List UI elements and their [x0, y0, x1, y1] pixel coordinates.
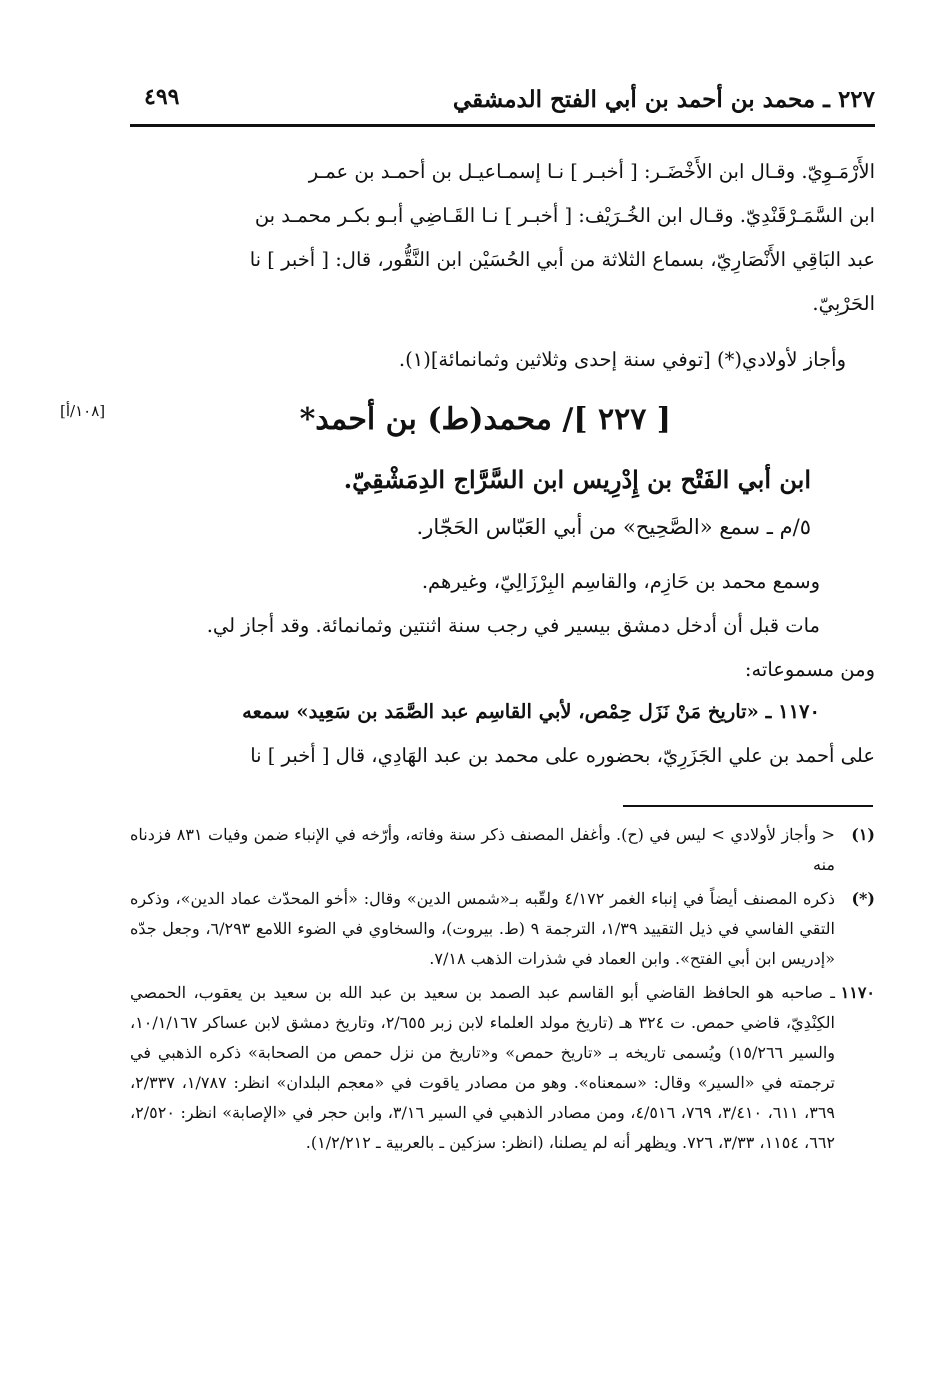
closing-line: وأجاز لأولادي(*) [توفي سنة إحدى وثلاثين وثمانمائة](١).	[398, 348, 846, 371]
text-line: مات قبل أن أدخل دمشق بيسير في رجب سنة اثنتين وثمانمائة. وقد أجاز لي.	[206, 614, 820, 637]
entry-heading: [ ٢٢٧ ]/ محمد(ط) بن أحمد*	[299, 402, 671, 437]
page-header	[130, 78, 875, 118]
footnote-mark: (١)	[851, 825, 875, 844]
text-line: الأَرْمَـوِيّ. وقـال ابن الأَخْضَـر: [ أخبـر ] نـا إسمـاعيـل بن أحمـد بن عمـر	[308, 160, 875, 183]
footnote-text: < وأجاز لأولادي > ليس في (ح). وأغفل المصنف ذكر سنة وفاته، وأرّخه في الإنباء ضمن وفيات ٨٣١ فزدناه منه	[130, 825, 835, 874]
footnotes	[130, 820, 875, 1162]
footnote-mark: (*)	[851, 889, 875, 908]
text-line: عبد البَاقِي الأَنْصَارِيّ، بسماع الثلاثة من أبي الحُسَيْن ابن النَّقُّور، قال: [ أخبر ] نا	[249, 248, 875, 271]
entry-lineage-block	[66, 455, 811, 549]
footnote-text: ذكره المصنف أيضاً في إنباء الغمر ٤/١٧٢ ولقّبه بـ«شمس الدين» وقال: «أخو المحدّث عماد الدين»، وذكره التقي الفاسي في ذيل التقييد ١/٣٩، الترجمة ٩ (ط. بيروت)، والسخاوي في الضوء اللامع ٦/٢٩٣، وجعل جدّه «إدريس ابن أبي الفتح». وابن العماد في شذرات الذهب ٧/١٨.	[130, 889, 836, 968]
margin-reference: [١٠٨/أ]	[60, 402, 106, 420]
text-line: ابن السَّمَـرْقَنْدِيّ. وقـال ابن الخُـرَيْف: [ أخبـر ] نـا القَـاضِي أبـو بكـر محمـد بن	[254, 204, 875, 227]
entry-item	[130, 690, 875, 778]
page-number: ٤٩٩	[144, 84, 180, 110]
entry-codes-line: ٥/م ـ سمع «الصَّحِيح» من أبي العَبّاس الحَجّار.	[416, 515, 811, 539]
footnote	[130, 884, 875, 974]
entry-lineage: ابن أبي الفَتْح بن إِدْرِيس ابن السَّرَّاج الدِمَشْقِيّ.	[343, 465, 811, 494]
item-continuation: على أحمد بن علي الجَزَرِيّ، بحضوره على محمد بن عبد الهَادِي، قال [ أخبر ] نا	[250, 744, 875, 767]
text-line: وسمع محمد بن حَازِم، والقاسِم البِرْزَالِيّ، وغيرهم.	[421, 570, 820, 593]
running-title: ٢٢٧ ـ محمد بن أحمد بن أبي الفتح الدمشقي	[452, 86, 875, 113]
footnote-text: ـ صاحبه هو الحافظ القاضي أبو القاسم عبد الصمد بن سعيد بن عبد الله بن سعيد بن يعقوب، الحمصي الكِنْدِيّ، قاضي حمص. ت ٣٢٤ هـ (تاريخ مولد العلماء لابن زبر ٢/٦٥٥، وتاريخ دمشق لابن عساكر ١٠/١/١٦٧، والسير ١٥/٢٦٦) ويُسمى تاريخه بـ «تاريخ حمص» و«تاريخ من نزل حمص من الصحابة» ذكره الذهبي في ترجمته في «السير» وقال: «سمعناه». وهو من مصادر ياقوت في «معجم البلدان» انظر: ١/٧٨٧، ٢/٣٣٧، ٣٦٩، ٦١١، ٣/٤١٠، ٧٦٩، ٤/٥١٦، ومن مصادر الذهبي في السير ٣/١٦، وابن حجر في «الإصابة» انظر: ٢/٥٢٠، ٦٦٢، ١١٥٤، ٣/٣٣، ٧٢٦. ويظهر أنه لم يصلنا، (انظر: سزكين ـ بالعربية ـ ١/٢/٢١٢).	[130, 983, 836, 1152]
item-line: ١١٧٠ ـ «تاريخ مَنْ نَزَل حِمْص، لأبي القاسِم عبد الصَّمَد بن سَعِيد» سمعه	[242, 700, 820, 723]
header-rule	[130, 124, 875, 127]
footnote	[130, 820, 875, 880]
top-paragraph	[130, 150, 875, 326]
footnote	[130, 978, 875, 1158]
text-line: ومن مسموعاته:	[744, 658, 875, 681]
closing-line-block	[101, 338, 846, 382]
footnote-rule	[623, 805, 873, 807]
footnote-mark: ١١٧٠	[840, 983, 875, 1002]
text-line: الحَرْبِيّ.	[812, 292, 875, 315]
entry-text	[130, 560, 875, 692]
